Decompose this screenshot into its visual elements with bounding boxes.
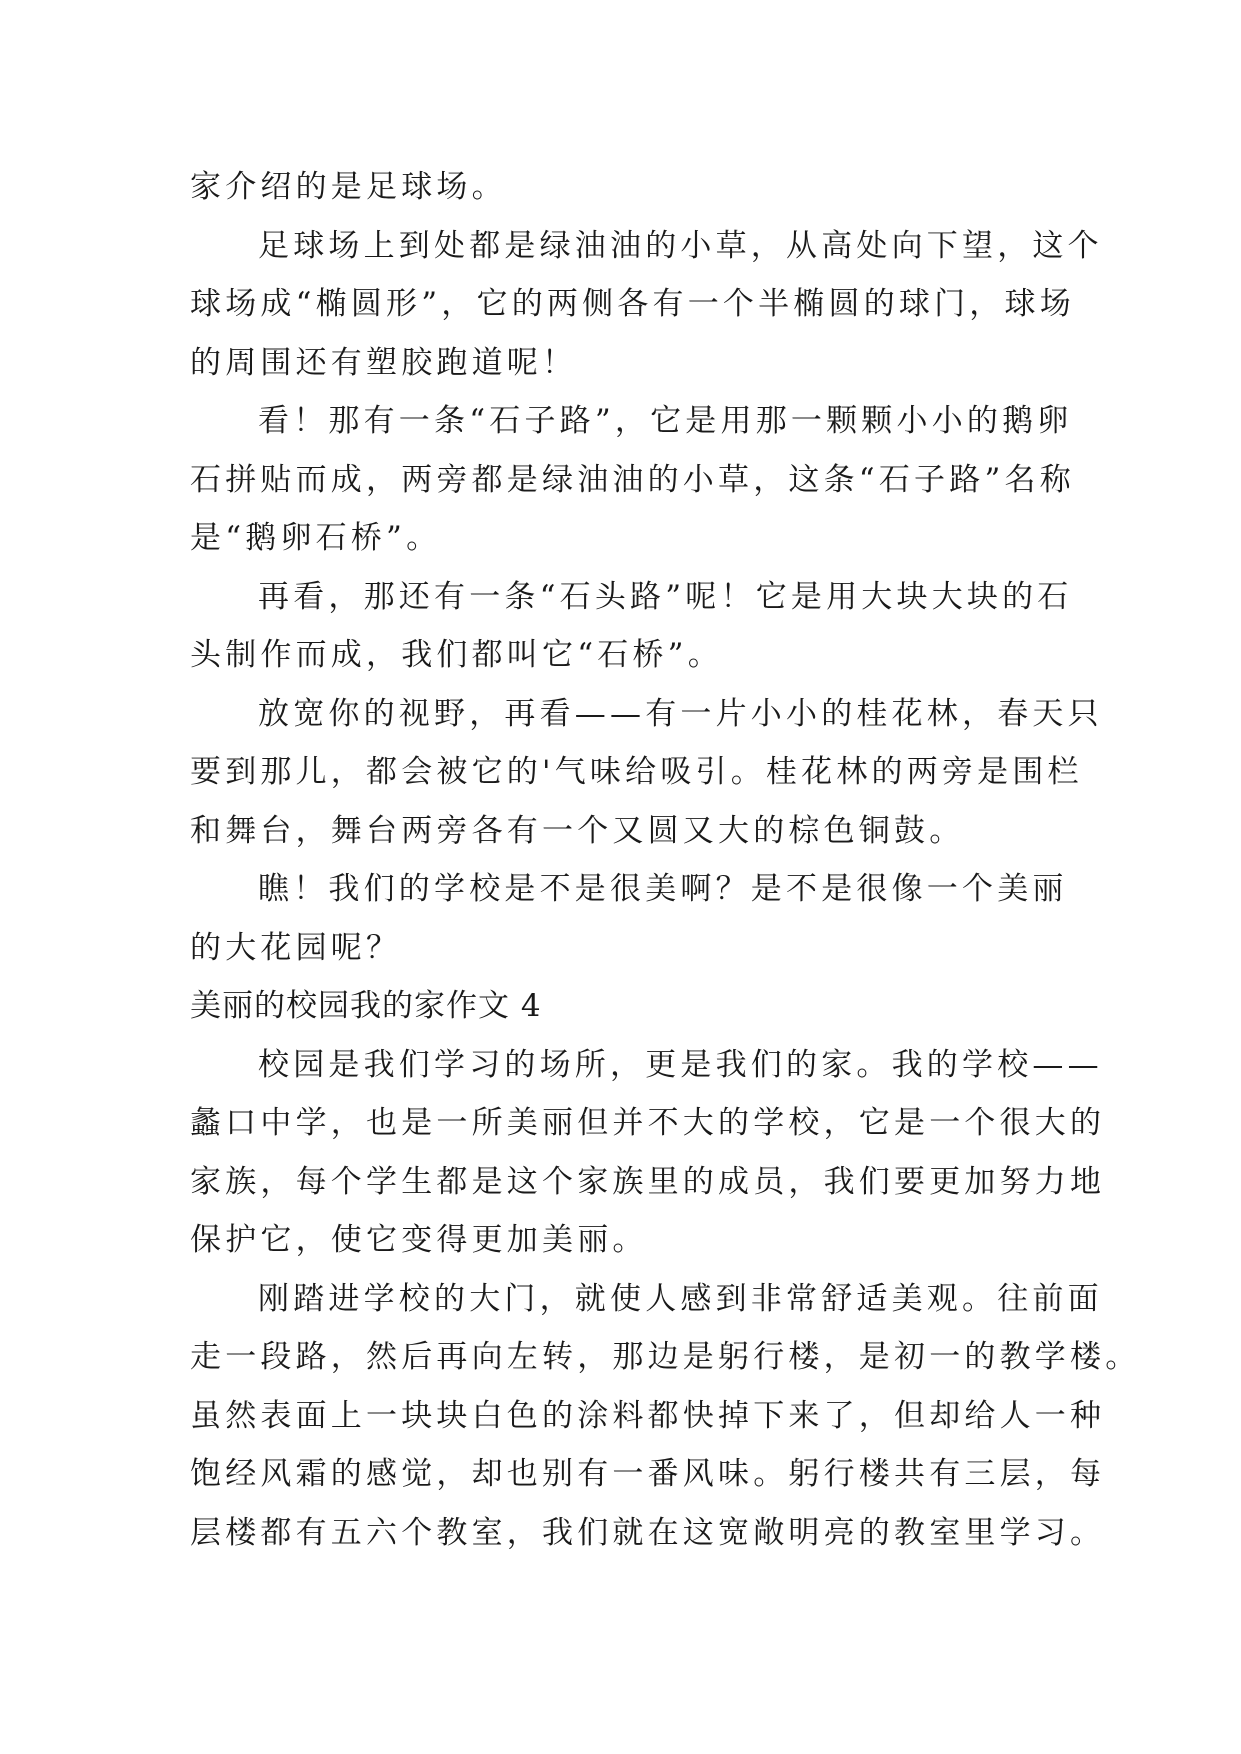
text-line: 校园是我们学习的场所，更是我们的家。我的学校—— <box>258 1046 1103 1083</box>
text-line: 是“鹅卵石桥”。 <box>190 520 442 556</box>
text-line: 保护它，使它变得更加美丽。 <box>190 1222 648 1258</box>
text-line: 家族，每个学生都是这个家族里的成员，我们要更加努力地 <box>190 1163 1106 1200</box>
text-line: 虽然表面上一块块白色的涂料都快掉下来了，但却给人一种 <box>190 1397 1106 1434</box>
text-line: 走一段路，然后再向左转，那边是躬行楼，是初一的教学楼。 <box>190 1339 1141 1375</box>
section-heading: 美丽的校园我的家作文 4 <box>190 988 542 1024</box>
text-line: 蠡口中学，也是一所美丽但并不大的学校，它是一个很大的 <box>190 1105 1106 1141</box>
text-line: 刚踏进学校的大门，就使人感到非常舒适美观。往前面 <box>258 1280 1103 1317</box>
text-line: 瞧！我们的学校是不是很美啊？是不是很像一个美丽 <box>258 871 1068 907</box>
text-line: 放宽你的视野，再看——有一片小小的桂花林，春天只 <box>258 695 1103 732</box>
text-line: 石拼贴而成，两旁都是绿油油的小草，这条“石子路”名称 <box>190 461 1075 498</box>
text-line: 和舞台，舞台两旁各有一个又圆又大的棕色铜鼓。 <box>190 812 965 849</box>
text-line: 看！那有一条“石子路”，它是用那一颗颗小小的鹅卵 <box>258 403 1073 439</box>
text-line: 要到那儿，都会被它的'气味给吸引。桂花林的两旁是围栏 <box>190 754 1083 790</box>
text-line: 的大花园呢？ <box>190 929 402 966</box>
text-line: 层楼都有五六个教室，我们就在这宽敞明亮的教室里学习。 <box>190 1514 1106 1551</box>
text-line: 足球场上到处都是绿油油的小草，从高处向下望，这个 <box>258 227 1103 264</box>
text-line: 家介绍的是足球场。 <box>190 169 507 205</box>
document-body <box>190 158 1141 1562</box>
text-line: 再看，那还有一条“石头路”呢！它是用大块大块的石 <box>258 578 1073 615</box>
text-line: 饱经风霜的感觉，却也别有一番风味。躬行楼共有三层，每 <box>190 1456 1106 1492</box>
text-line: 球场成“椭圆形”，它的两侧各有一个半椭圆的球门，球场 <box>190 286 1075 322</box>
text-line: 的周围还有塑胶跑道呢！ <box>190 344 578 381</box>
text-line: 头制作而成，我们都叫它“石桥”。 <box>190 637 723 673</box>
